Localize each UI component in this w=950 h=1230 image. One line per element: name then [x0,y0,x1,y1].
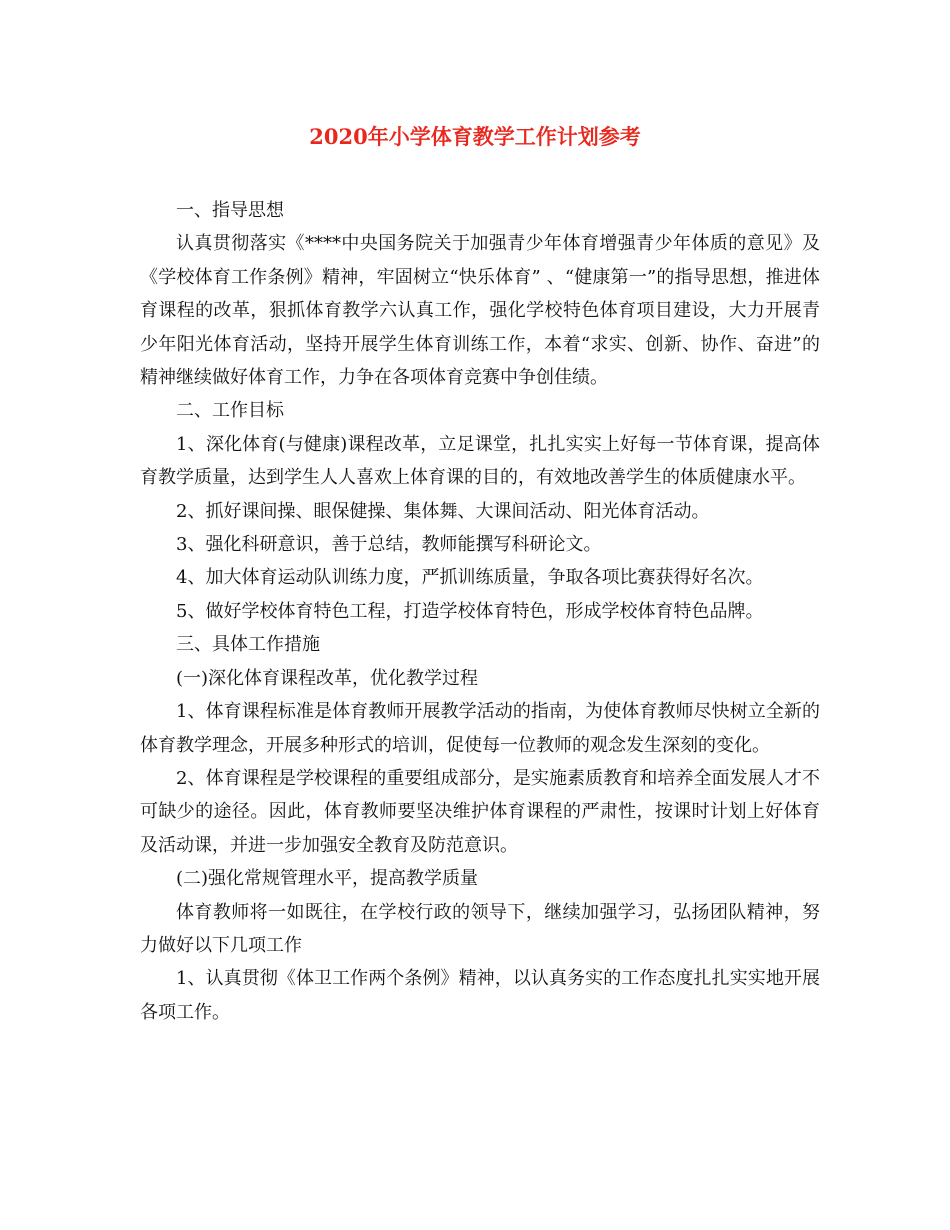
list-item: 4、加大体育运动队训练力度，严抓训练质量，争取各项比赛获得好名次。 [176,567,764,589]
body-paragraph: 体育教师将一如既往，在学校行政的领导下，继续加强学习，弘扬团队精神，努力做好以下几项工作 [140,901,820,956]
body-paragraph: 认真贯彻落实《****中央国务院关于加强青少年体育增强青少年体质的意见》及《学校体育工作条例》精神，牢固树立“快乐体育” 、“健康第一”的指导思想，推进体育课程的改革，狠抓体育教学六认真工作，强化学校特色体育项目建设，大力开展青少年阳光体育活动，坚持开展学生体育训练工作，本着“求实、创新、协作、奋进”的精神继续做好体育工作，力争在各项体育竞赛中争创佳绩。 [140,233,820,389]
list-item: 2、抓好课间操、眼保健操、集体舞、大课间活动、阳光体育活动。 [176,500,710,522]
list-item: 1、体育课程标准是体育教师开展教学活动的指南，为使体育教师尽快树立全新的体育教学理念，开展多种形式的培训，促使每一位教师的观念发生深刻的变化。 [140,701,820,756]
section-heading-work-goals: 二、工作目标 [176,400,284,422]
list-item: 1、深化体育(与健康)课程改革，立足课堂，扎扎实实上好每一节体育课，提高体育教学质量，达到学生人人喜欢上体育课的目的，有效地改善学生的体质健康水平。 [140,433,820,489]
section-heading-specific-measures: 三、具体工作措施 [176,634,320,656]
document-body [140,194,820,1029]
subsection-heading: (一)深化体育课程改革，优化教学过程 [176,667,479,689]
list-item: 2、体育课程是学校课程的重要组成部分，是实施素质教育和培养全面发展人才不可缺少的途径。因此，体育教师要坚决维护体育课程的严肃性，按课时计划上好体育及活动课，并进一步加强安全教育及防范意识。 [140,767,820,856]
subsection-heading: (二)强化常规管理水平，提高教学质量 [176,868,479,890]
document-title: 2020年小学体育教学工作计划参考 [309,124,641,149]
list-item: 3、强化科研意识，善于总结，教师能撰写科研论文。 [176,534,602,556]
list-item: 5、做好学校体育特色工程，打造学校体育特色，形成学校体育特色品牌。 [176,600,764,622]
list-item: 1、认真贯彻《体卫工作两个条例》精神，以认真务实的工作态度扎扎实实地开展各项工作。 [140,968,820,1023]
section-heading-guiding-ideology: 一、指导思想 [176,200,284,221]
